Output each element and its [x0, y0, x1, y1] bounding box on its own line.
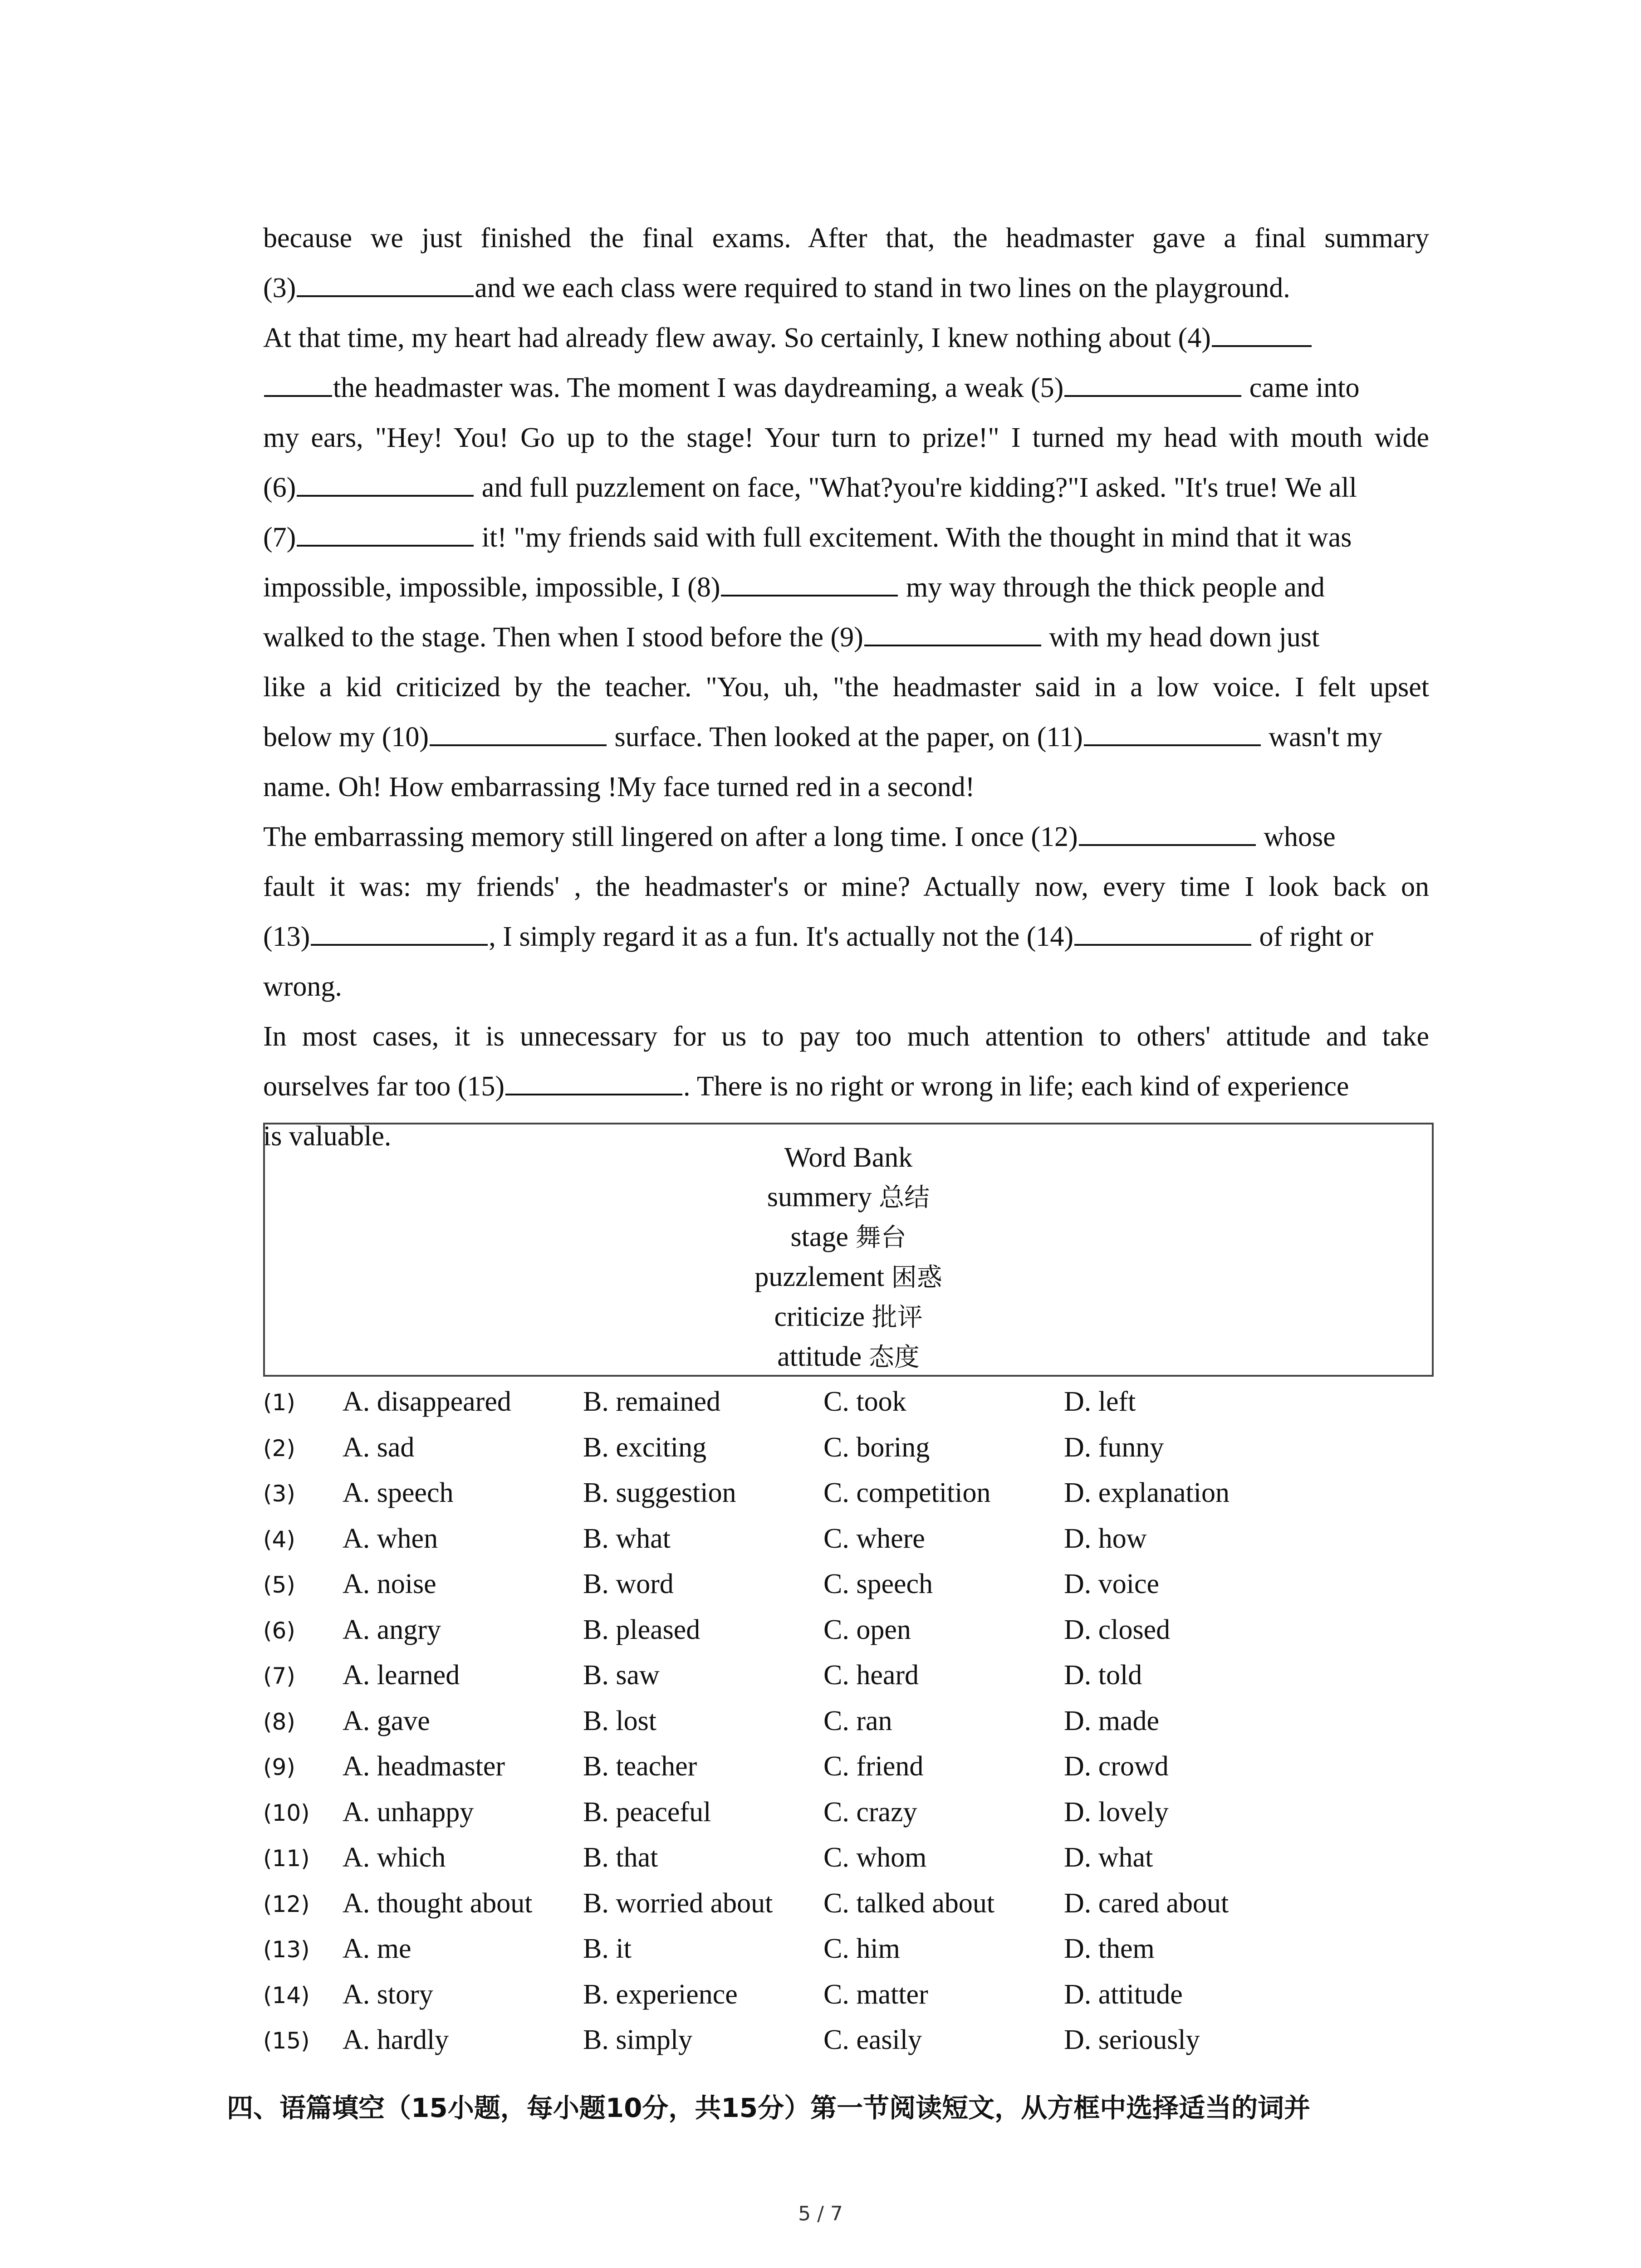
option-d: D. lovely: [1064, 1796, 1169, 1828]
option-a: A. angry: [343, 1614, 441, 1645]
word-bank-item: [265, 1297, 1432, 1337]
passage-text: In most cases, it is unnecessary for us to pay too much attention to others' attitude and take: [263, 1021, 1429, 1052]
section-heading: 四、语篇填空（15小题，每小题10分，共15分）第一节阅读短文，从方框中选择适当的词并: [227, 2092, 1311, 2123]
option-d: D. explanation: [1064, 1477, 1230, 1508]
option-b: B. peaceful: [583, 1796, 711, 1828]
word-bank-item: [265, 1217, 1432, 1257]
question-number: (12): [263, 1891, 310, 1917]
passage-text: of right or: [1252, 921, 1373, 952]
question-options-row: [263, 1568, 1443, 1614]
passage-line: [263, 263, 1429, 313]
option-b: B. word: [583, 1569, 674, 1599]
passage-line: [263, 313, 1429, 363]
question-number: (3): [263, 1481, 295, 1507]
option-a: A. thought about: [343, 1887, 533, 1919]
question-number: (9): [263, 1754, 295, 1780]
answer-blank: [1212, 341, 1312, 347]
option-d: D. made: [1064, 1705, 1160, 1736]
word-bank-english: puzzlement: [754, 1261, 885, 1292]
passage-text: the headmaster was. The moment I was daydreaming, a weak (5): [333, 372, 1064, 403]
passage-text: my ears, "Hey! You! Go up to the stage! Your turn to prize!" I turned my head with mouth wide: [263, 422, 1429, 453]
option-b: B. remained: [583, 1386, 721, 1417]
option-b: B. what: [583, 1523, 671, 1554]
word-bank-title: Word Bank: [784, 1142, 913, 1173]
answer-blank: [297, 490, 474, 497]
passage-text: At that time, my heart had already flew away. So certainly, I knew nothing about (4): [263, 323, 1211, 353]
option-a: A. headmaster: [343, 1751, 505, 1782]
option-a: A. gave: [343, 1705, 430, 1736]
answer-blank: [297, 540, 474, 547]
option-d: D. what: [1064, 1842, 1153, 1873]
answer-blank: [311, 939, 488, 946]
word-bank-item: [265, 1337, 1432, 1377]
passage-line: [263, 762, 1429, 812]
passage-text: came into: [1242, 372, 1360, 403]
option-c: C. friend: [823, 1751, 924, 1782]
passage-line: [263, 413, 1429, 463]
option-d: D. them: [1064, 1933, 1155, 1964]
passage-line: [263, 612, 1429, 662]
passage-text: (13): [263, 921, 310, 952]
passage-line: [263, 962, 1429, 1012]
answer-blank: [505, 1089, 682, 1095]
passage-text: like a kid criticized by the teacher. "You, uh, "the headmaster said in a low voice. I felt upset: [263, 672, 1429, 703]
option-a: A. unhappy: [343, 1796, 474, 1828]
question-options-row: [263, 1796, 1443, 1842]
passage-text: ourselves far too (15): [263, 1071, 505, 1102]
option-d: D. closed: [1064, 1614, 1171, 1645]
passage-text: my way through the thick people and: [899, 572, 1325, 603]
passage-text: (6): [263, 472, 296, 503]
answer-blank: [1064, 391, 1241, 397]
question-number: (15): [263, 2028, 310, 2054]
word-bank-chinese: 困惑: [891, 1263, 942, 1292]
answer-blank: [864, 640, 1041, 646]
question-number: (2): [263, 1435, 295, 1461]
passage-text: surface. Then looked at the paper, on (11): [607, 722, 1083, 753]
question-options-row: [263, 1523, 1443, 1569]
option-d: D. voice: [1064, 1569, 1160, 1599]
option-a: A. which: [343, 1842, 446, 1873]
option-b: B. suggestion: [583, 1477, 736, 1508]
passage-text: wrong.: [263, 971, 342, 1002]
option-d: D. cared about: [1064, 1887, 1229, 1919]
option-d: D. left: [1064, 1386, 1136, 1417]
option-b: B. exciting: [583, 1432, 707, 1463]
option-b: B. experience: [583, 1979, 738, 2010]
answer-blank: [1084, 740, 1261, 746]
word-bank-box: [263, 1123, 1434, 1377]
question-number: (7): [263, 1663, 295, 1689]
passage-line: [263, 1061, 1429, 1111]
question-options-row: [263, 1614, 1443, 1660]
passage-text: The embarrassing memory still lingered on after a long time. I once (12): [263, 821, 1078, 852]
passage-text: and we each class were required to stand in two lines on the playground.: [475, 273, 1290, 303]
option-c: C. open: [823, 1614, 911, 1645]
passage-line: [263, 912, 1429, 962]
passage-line: [263, 213, 1429, 263]
question-number: (11): [263, 1845, 310, 1872]
question-options-row: [263, 1750, 1443, 1796]
passage-line: [263, 712, 1429, 762]
option-d: D. attitude: [1064, 1979, 1183, 2010]
passage-text: walked to the stage. Then when I stood before the (9): [263, 622, 863, 653]
option-c: C. whom: [823, 1842, 927, 1873]
passage-text: , I simply regard it as a fun. It's actually not the (14): [489, 921, 1074, 952]
passage-text: (7): [263, 522, 296, 553]
question-options-row: [263, 1933, 1443, 1979]
option-c: C. talked about: [823, 1887, 995, 1919]
option-b: B. teacher: [583, 1751, 697, 1782]
question-options-row: [263, 1386, 1443, 1432]
option-b: B. saw: [583, 1660, 660, 1691]
word-bank-english: criticize: [774, 1301, 865, 1332]
passage-text: whose: [1256, 821, 1336, 852]
passage-text: is valuable.: [263, 1121, 392, 1152]
option-a: A. sad: [343, 1432, 415, 1463]
option-c: C. took: [823, 1386, 906, 1417]
cloze-passage: [263, 213, 1429, 1161]
question-number: (10): [263, 1799, 310, 1826]
option-a: A. speech: [343, 1477, 454, 1508]
question-options-row: [263, 1432, 1443, 1477]
answer-blank: [297, 291, 474, 297]
option-c: C. matter: [823, 1979, 928, 2010]
option-c: C. crazy: [823, 1796, 917, 1828]
answer-options-list: [263, 1386, 1443, 2070]
question-number: (14): [263, 1982, 310, 2009]
option-c: C. him: [823, 1933, 900, 1964]
option-b: B. it: [583, 1933, 632, 1964]
answer-blank: [1074, 939, 1251, 946]
option-c: C. ran: [823, 1705, 892, 1736]
option-d: D. how: [1064, 1523, 1147, 1554]
passage-text: (3): [263, 273, 296, 303]
option-a: A. disappeared: [343, 1386, 511, 1417]
passage-text: it! "my friends said with full excitement. With the thought in mind that it was: [475, 522, 1352, 553]
word-bank-english: stage: [790, 1222, 848, 1252]
option-d: D. told: [1064, 1660, 1142, 1691]
answer-blank: [721, 590, 898, 596]
passage-text: name. Oh! How embarrassing !My face turned red in a second!: [263, 772, 975, 802]
question-number: (8): [263, 1708, 295, 1735]
answer-blank: [264, 391, 332, 397]
question-options-row: [263, 1705, 1443, 1751]
answer-blank: [1079, 840, 1256, 846]
passage-line: [263, 862, 1429, 912]
passage-line: [263, 662, 1429, 712]
option-a: A. story: [343, 1979, 433, 2010]
passage-text: because we just finished the final exams. After that, the headmaster gave a final summary: [263, 223, 1429, 254]
option-b: B. that: [583, 1842, 658, 1873]
option-c: C. competition: [823, 1477, 991, 1508]
passage-line: [263, 463, 1429, 513]
option-a: A. noise: [343, 1569, 436, 1599]
word-bank-item: [265, 1257, 1432, 1297]
option-a: A. hardly: [343, 2024, 449, 2055]
question-options-row: [263, 1979, 1443, 2024]
question-options-row: [263, 1887, 1443, 1933]
option-b: B. worried about: [583, 1887, 773, 1919]
page-number: 5 / 7: [798, 2202, 843, 2225]
word-bank-chinese: 批评: [872, 1303, 923, 1332]
passage-text: wasn't my: [1261, 722, 1382, 753]
question-number: (4): [263, 1526, 295, 1553]
question-options-row: [263, 2024, 1443, 2070]
passage-text: below my (10): [263, 722, 429, 753]
option-c: C. speech: [823, 1569, 933, 1599]
passage-line: [263, 812, 1429, 862]
answer-blank: [430, 740, 607, 746]
question-number: (1): [263, 1389, 295, 1416]
question-number: (6): [263, 1617, 295, 1644]
word-bank-chinese: 态度: [868, 1343, 920, 1372]
option-d: D. crowd: [1064, 1751, 1169, 1782]
option-d: D. funny: [1064, 1432, 1164, 1463]
word-bank-chinese: 总结: [879, 1183, 930, 1212]
word-bank-chinese: 舞台: [855, 1223, 906, 1252]
passage-line: [263, 562, 1429, 612]
option-b: B. pleased: [583, 1614, 700, 1645]
passage-line: [263, 1012, 1429, 1061]
option-a: A. when: [343, 1523, 438, 1554]
word-bank-english: attitude: [777, 1341, 862, 1372]
option-a: A. learned: [343, 1660, 460, 1691]
word-bank-english: summery: [767, 1182, 872, 1212]
passage-line: [263, 513, 1429, 562]
question-options-row: [263, 1477, 1443, 1523]
passage-line: [263, 363, 1429, 413]
passage-text: . There is no right or wrong in life; each kind of experience: [683, 1071, 1349, 1102]
option-b: B. lost: [583, 1705, 656, 1736]
word-bank-item: [265, 1178, 1432, 1217]
option-b: B. simply: [583, 2024, 693, 2055]
question-number: (13): [263, 1936, 310, 1963]
passage-text: impossible, impossible, impossible, I (8): [263, 572, 720, 603]
option-a: A. me: [343, 1933, 411, 1964]
option-c: C. where: [823, 1523, 925, 1554]
question-options-row: [263, 1659, 1443, 1705]
passage-text: and full puzzlement on face, "What?you're kidding?"I asked. "It's true! We all: [475, 472, 1357, 503]
option-c: C. heard: [823, 1660, 919, 1691]
option-c: C. boring: [823, 1432, 930, 1463]
passage-text: fault it was: my friends' , the headmaster's or mine? Actually now, every time I look back on: [263, 871, 1429, 902]
option-d: D. seriously: [1064, 2024, 1200, 2055]
question-options-row: [263, 1842, 1443, 1887]
question-number: (5): [263, 1572, 295, 1598]
option-c: C. easily: [823, 2024, 922, 2055]
passage-text: with my head down just: [1042, 622, 1320, 653]
